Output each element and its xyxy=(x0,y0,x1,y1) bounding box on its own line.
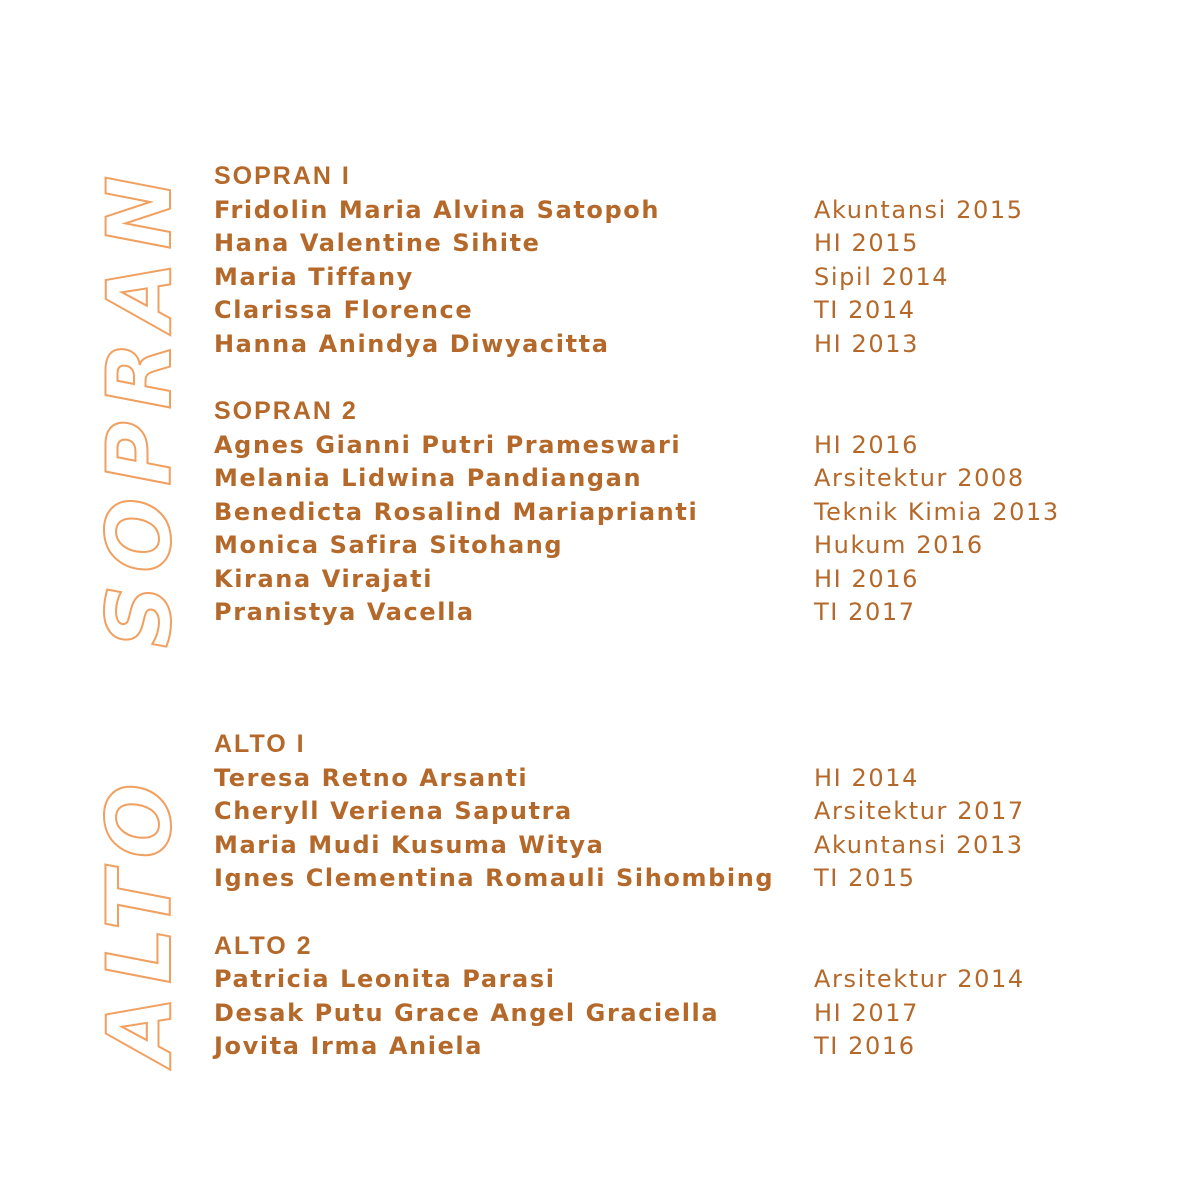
member-row xyxy=(214,1030,1114,1064)
member-name: Jovita Irma Aniela xyxy=(214,1032,484,1060)
voice-group xyxy=(214,395,1114,630)
member-name: Ignes Clementina Romauli Sihombing xyxy=(214,864,775,892)
voice-group-title: ALTO 2 xyxy=(214,931,313,960)
member-info: HI 2015 xyxy=(814,229,920,257)
member-info: HI 2013 xyxy=(814,329,920,358)
member-info: Akuntansi 2015 xyxy=(814,195,1024,224)
member-row xyxy=(214,862,1114,896)
member-name: Teresa Retno Arsanti xyxy=(214,763,529,792)
member-row xyxy=(214,529,1114,563)
member-info: TI 2016 xyxy=(814,1032,916,1060)
voice-group xyxy=(214,728,1114,896)
alto-section xyxy=(214,728,1114,1064)
member-row xyxy=(214,294,1114,328)
member-row xyxy=(214,795,1114,829)
member-info: Arsitektur 2014 xyxy=(814,965,1025,993)
member-row xyxy=(214,496,1114,530)
member-row xyxy=(214,194,1114,228)
member-info: Arsitektur 2017 xyxy=(814,797,1025,825)
member-row xyxy=(214,997,1114,1031)
member-row xyxy=(214,596,1114,630)
member-row xyxy=(214,429,1114,463)
member-name: Melania Lidwina Pandiangan xyxy=(214,464,643,492)
member-row xyxy=(214,328,1114,362)
member-info: Arsitektur 2008 xyxy=(814,464,1025,492)
member-name: Pranistya Vacella xyxy=(214,598,475,626)
member-name: Benedicta Rosalind Mariaprianti xyxy=(214,497,699,526)
voice-group xyxy=(214,930,1114,1064)
member-info: TI 2014 xyxy=(814,296,916,324)
member-name: Hana Valentine Sihite xyxy=(214,229,541,257)
voice-group-title: SOPRAN 2 xyxy=(214,397,358,425)
member-name: Maria Mudi Kusuma Witya xyxy=(214,830,605,859)
member-row xyxy=(214,462,1114,496)
member-info: Akuntansi 2013 xyxy=(814,830,1024,859)
voice-group xyxy=(214,160,1114,361)
voice-group-title: SOPRAN I xyxy=(214,162,351,190)
alto-side-title: ALTO xyxy=(88,771,191,1064)
member-info: Hukum 2016 xyxy=(814,531,984,559)
member-row xyxy=(214,963,1114,997)
member-row xyxy=(214,829,1114,863)
member-info: TI 2017 xyxy=(814,598,916,626)
member-info: Teknik Kimia 2013 xyxy=(814,497,1060,526)
member-info: HI 2014 xyxy=(814,763,920,792)
member-row xyxy=(214,227,1114,261)
member-info: Sipil 2014 xyxy=(814,262,950,291)
sopran-side-title: SOPRAN xyxy=(88,163,191,648)
member-info: HI 2017 xyxy=(814,998,920,1027)
member-name: Patricia Leonita Parasi xyxy=(214,965,556,993)
member-name: Clarissa Florence xyxy=(214,296,474,324)
member-name: Monica Safira Sitohang xyxy=(214,531,564,559)
member-info: TI 2015 xyxy=(814,864,916,892)
member-info: HI 2016 xyxy=(814,430,920,459)
member-info: HI 2016 xyxy=(814,564,920,593)
member-name: Agnes Gianni Putri Prameswari xyxy=(214,430,682,459)
sopran-section xyxy=(214,160,1114,630)
member-name: Cheryll Veriena Saputra xyxy=(214,797,573,825)
member-row xyxy=(214,563,1114,597)
member-name: Desak Putu Grace Angel Graciella xyxy=(214,998,720,1027)
member-name: Fridolin Maria Alvina Satopoh xyxy=(214,195,661,224)
voice-group-title: ALTO I xyxy=(214,730,306,758)
member-name: Hanna Anindya Diwyacitta xyxy=(214,329,610,358)
member-row xyxy=(214,762,1114,796)
member-row xyxy=(214,261,1114,295)
member-name: Kirana Virajati xyxy=(214,564,434,593)
member-name: Maria Tiffany xyxy=(214,262,414,291)
